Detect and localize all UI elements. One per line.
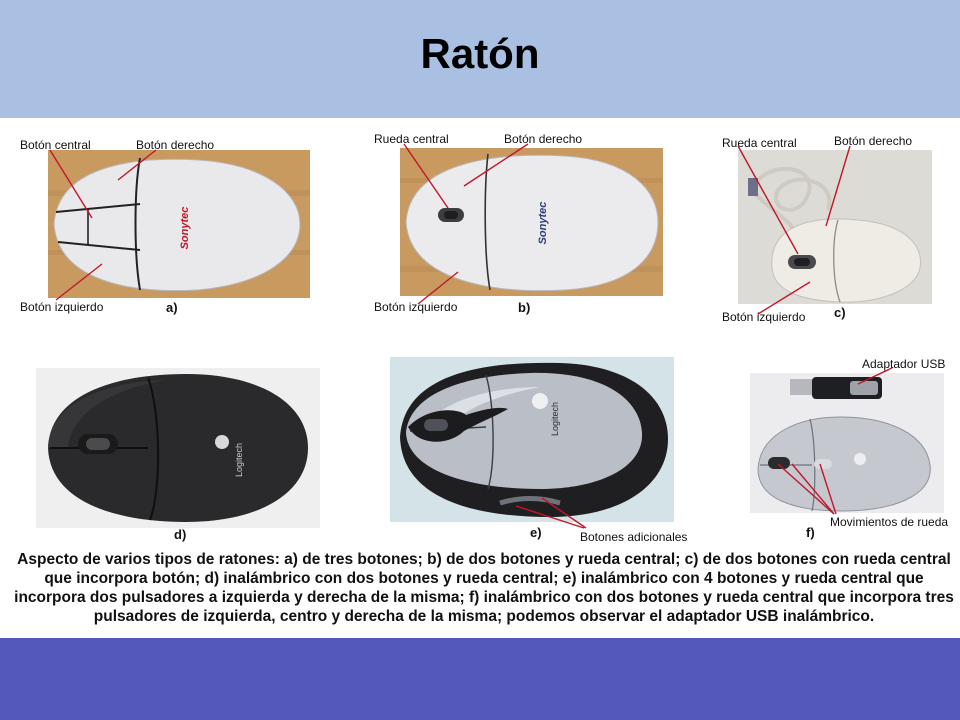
brand-text-b: Sonytec xyxy=(537,201,549,245)
label-rueda-central-b: Rueda central xyxy=(374,132,449,146)
label-boton-derecho-c: Botón derecho xyxy=(834,134,913,148)
label-boton-central-a: Botón central xyxy=(20,138,91,152)
label-boton-izquierdo-c: Botón izquierdo xyxy=(722,310,806,324)
label-rueda-central-c: Rueda central xyxy=(722,136,797,150)
figure-letter-d: d) xyxy=(174,527,187,542)
figure-letter-b: b) xyxy=(518,300,531,315)
brand-text-e: Logitech xyxy=(550,401,560,437)
figure-letter-a: a) xyxy=(166,300,178,315)
mouse-photo-f xyxy=(750,373,944,513)
mouse-photo-e xyxy=(390,357,674,522)
label-boton-izquierdo-b: Botón izquierdo xyxy=(374,300,458,314)
mouse-photo-a xyxy=(48,150,310,298)
mouse-photo-b xyxy=(400,148,663,296)
slide-title: Ratón xyxy=(420,30,540,77)
label-movimientos-rueda-f: Movimientos de rueda xyxy=(830,515,949,529)
footer-band xyxy=(0,638,960,720)
figure-letter-e: e) xyxy=(530,525,542,540)
mouse-photo-d xyxy=(36,368,320,528)
label-boton-derecho-a: Botón derecho xyxy=(136,138,215,152)
label-boton-izquierdo-a: Botón izquierdo xyxy=(20,300,104,314)
mouse-photo-c xyxy=(738,150,932,304)
figure-letter-f: f) xyxy=(806,525,815,540)
figure-caption: Aspecto de varios tipos de ratones: a) de tres botones; b) de dos botones y rueda central; c) de dos botones con rueda central que incorpora botón; d) inalámbrico con dos botones y rueda central; e) inalámbrico con 4 botones y rueda central que incorpora dos pulsadores a izquierda y derecha de la misma; f) inalámbrico con dos botones y rueda central que incorpora tres pulsadores de izquierda, centro y derecha de la misma; podemos observar el adaptador USB inalámbrico. xyxy=(14,551,954,625)
label-boton-derecho-b: Botón derecho xyxy=(504,132,583,146)
brand-text-d: Logitech xyxy=(234,442,244,478)
label-adaptador-usb-f: Adaptador USB xyxy=(862,357,946,371)
figure-letter-c: c) xyxy=(834,305,846,320)
brand-text-a: Sonytec xyxy=(179,206,191,250)
label-botones-adicionales-e: Botones adicionales xyxy=(580,530,688,544)
